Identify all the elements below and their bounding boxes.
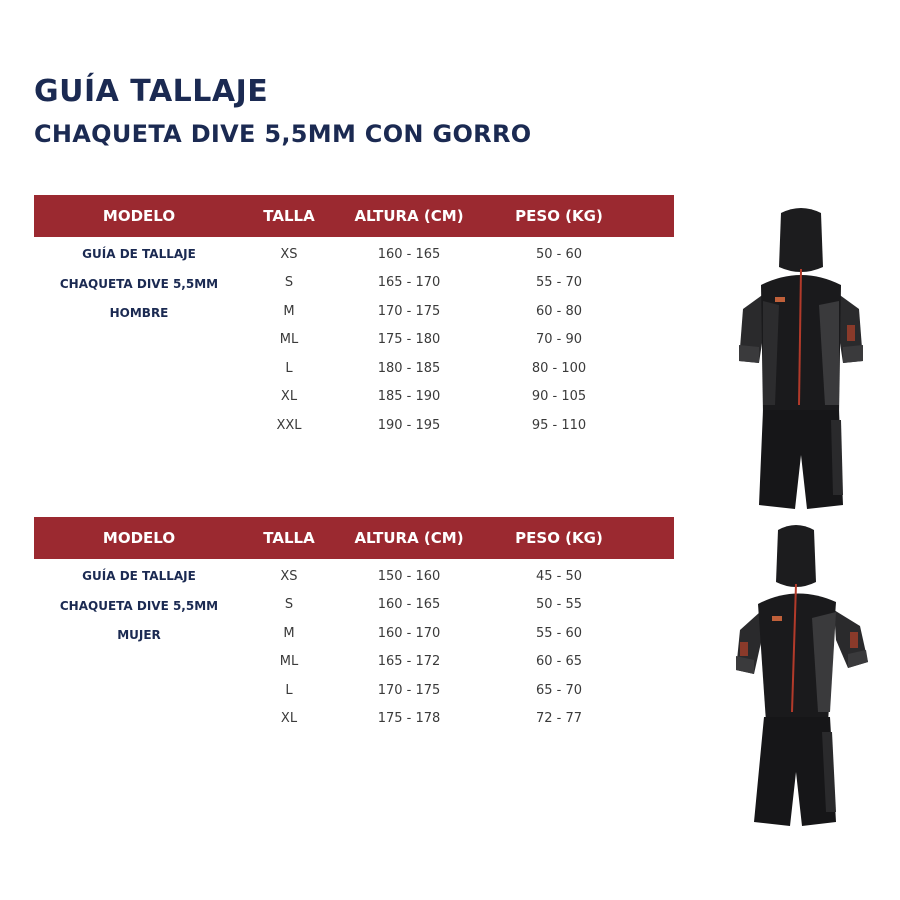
weight-cell: 60 - 65 xyxy=(535,654,583,670)
table-header xyxy=(34,195,674,237)
size-cell: XL xyxy=(280,711,298,727)
header-peso: PESO (KG) xyxy=(515,529,603,547)
model-description xyxy=(34,562,244,651)
weight-cell: 72 - 77 xyxy=(535,711,583,727)
height-cell: 160 - 170 xyxy=(377,625,441,641)
header-altura: ALTURA (CM) xyxy=(354,529,464,547)
size-cell: ML xyxy=(279,332,299,348)
weight-cell: 45 - 50 xyxy=(535,568,583,584)
header-peso: PESO (KG) xyxy=(515,207,603,225)
size-cell: M xyxy=(283,625,295,641)
model-description xyxy=(34,240,244,329)
table-body xyxy=(34,562,674,733)
weight-cell: 50 - 55 xyxy=(535,597,583,613)
womens-size-table xyxy=(34,517,674,733)
height-cell: 190 - 195 xyxy=(377,417,441,433)
size-cell: ML xyxy=(279,654,299,670)
model-line: HOMBRE xyxy=(109,306,169,320)
height-cell: 180 - 185 xyxy=(377,360,441,376)
header-altura: ALTURA (CM) xyxy=(354,207,464,225)
model-line: MUJER xyxy=(117,628,161,642)
header-talla: TALLA xyxy=(263,207,315,225)
height-cell: 185 - 190 xyxy=(377,389,441,405)
table-row xyxy=(34,383,674,412)
size-cell: XXL xyxy=(276,417,302,433)
header-modelo: MODELO xyxy=(102,207,176,225)
height-cell: 150 - 160 xyxy=(377,568,441,584)
table-row xyxy=(34,326,674,355)
weight-cell: 60 - 80 xyxy=(535,303,583,319)
table-row xyxy=(34,411,674,440)
height-cell: 160 - 165 xyxy=(377,246,441,262)
size-cell: XS xyxy=(280,246,298,262)
page-subtitle: CHAQUETA DIVE 5,5MM CON GORRO xyxy=(34,120,532,148)
height-cell: 165 - 172 xyxy=(377,654,441,670)
table-row xyxy=(34,354,674,383)
weight-cell: 55 - 60 xyxy=(535,625,583,641)
weight-cell: 90 - 105 xyxy=(531,389,587,405)
table-row xyxy=(34,648,674,677)
mens-hooded-shorty-wetsuit-icon xyxy=(735,205,867,515)
size-cell: M xyxy=(283,303,295,319)
height-cell: 165 - 170 xyxy=(377,275,441,291)
size-cell: L xyxy=(285,360,293,376)
weight-cell: 65 - 70 xyxy=(535,682,583,698)
model-line: GUÍA DE TALLAJE xyxy=(82,247,196,261)
size-cell: XL xyxy=(280,389,298,405)
weight-cell: 95 - 110 xyxy=(531,417,587,433)
table-row xyxy=(34,705,674,734)
womens-hooded-shorty-wetsuit-icon xyxy=(732,522,872,832)
height-cell: 175 - 180 xyxy=(377,332,441,348)
height-cell: 170 - 175 xyxy=(377,682,441,698)
size-cell: S xyxy=(284,597,294,613)
mens-size-table xyxy=(34,195,674,440)
height-cell: 175 - 178 xyxy=(377,711,441,727)
height-cell: 160 - 165 xyxy=(377,597,441,613)
table-body xyxy=(34,240,674,440)
header-modelo: MODELO xyxy=(102,529,176,547)
size-cell: L xyxy=(285,682,293,698)
table-header xyxy=(34,517,674,559)
weight-cell: 70 - 90 xyxy=(535,332,583,348)
page-title: GUÍA TALLAJE xyxy=(34,74,269,109)
height-cell: 170 - 175 xyxy=(377,303,441,319)
model-line: CHAQUETA DIVE 5,5MM xyxy=(59,276,219,291)
table-row xyxy=(34,676,674,705)
size-cell: S xyxy=(284,275,294,291)
weight-cell: 55 - 70 xyxy=(535,275,583,291)
size-cell: XS xyxy=(280,568,298,584)
model-line: GUÍA DE TALLAJE xyxy=(82,569,196,583)
weight-cell: 80 - 100 xyxy=(531,360,587,376)
model-line: CHAQUETA DIVE 5,5MM xyxy=(59,598,219,613)
header-talla: TALLA xyxy=(263,529,315,547)
weight-cell: 50 - 60 xyxy=(535,246,583,262)
